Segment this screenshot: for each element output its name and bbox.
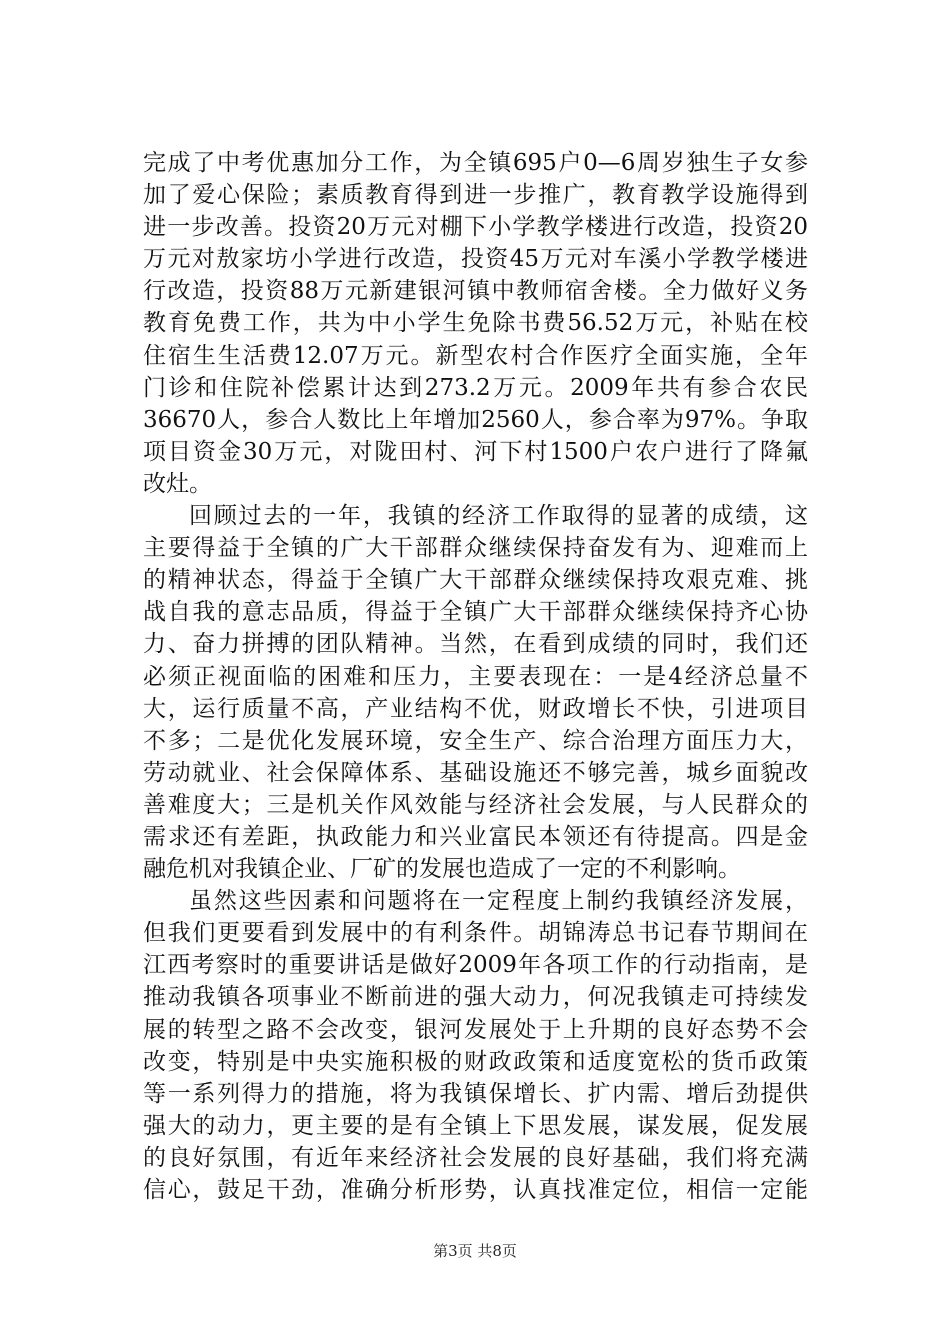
text-line: 劳动就业、社会保障体系、基础设施还不够完善，城乡面貌改: [143, 759, 808, 786]
text-line: 改灶。: [143, 470, 212, 497]
text-line: 强大的动力，更主要的是有全镇上下思发展，谋发展，促发展: [143, 1112, 808, 1139]
text-line: 行改造，投资88万元新建银河镇中教师宿舍楼。全力做好义务: [143, 278, 808, 305]
text-line: 推动我镇各项事业不断前进的强大动力，何况我镇走可持续发: [143, 984, 808, 1011]
text-line: 加了爱心保险；素质教育得到进一步推广，教育教学设施得到: [143, 182, 808, 209]
text-line: 等一系列得力的措施，将为我镇保增长、扩内需、增后劲提供: [143, 1080, 808, 1107]
text-line: 住宿生生活费12.07万元。新型农村合作医疗全面实施，全年: [143, 342, 808, 369]
text-line: 主要得益于全镇的广大干部群众继续保持奋发有为、迎难而上: [143, 535, 808, 562]
text-line: 不多；二是优化发展环境，安全生产、综合治理方面压力大，: [143, 727, 808, 754]
text-line: 万元对敖家坊小学进行改造，投资45万元对车溪小学教学楼进: [143, 246, 808, 273]
text-line: 项目资金30万元，对陇田村、河下村1500户农户进行了降氟: [143, 438, 808, 465]
text-line: 完成了中考优惠加分工作，为全镇695户0—6周岁独生子女参: [143, 150, 808, 176]
page-footer: 第3页 共8页: [433, 1242, 517, 1260]
text-line: 必须正视面临的困难和压力，主要表现在：一是4经济总量不: [143, 663, 808, 690]
text-line: 教育免费工作，共为中小学生免除书费56.52万元，补贴在校: [143, 310, 808, 337]
text-line: 善难度大；三是机关作风效能与经济社会发展，与人民群众的: [143, 791, 808, 818]
text-line: 江西考察时的重要讲话是做好2009年各项工作的行动指南，是: [143, 952, 808, 979]
text-line: 改变，特别是中央实施积极的财政政策和适度宽松的货币政策: [143, 1048, 808, 1075]
paragraph-first-line: 虽然这些因素和问题将在一定程度上制约我镇经济发展，: [189, 888, 808, 915]
text-line: 信心，鼓足干劲，准确分析形势，认真找准定位，相信一定能: [143, 1177, 808, 1203]
text-line: 的精神状态，得益于全镇广大干部群众继续保持攻艰克难、挑: [143, 567, 808, 594]
body-text: [143, 147, 808, 1206]
text-line: 展的转型之路不会改变，银河发展处于上升期的良好态势不会: [143, 1016, 808, 1043]
text-line: 大，运行质量不高，产业结构不优，财政增长不快，引进项目: [143, 695, 808, 722]
text-line: 的良好氛围，有近年来经济社会发展的良好基础，我们将充满: [143, 1144, 808, 1171]
text-line: 力、奋力拼搏的团队精神。当然，在看到成绩的同时，我们还: [143, 631, 808, 658]
text-line: 需求还有差距，执政能力和兴业富民本领还有待提高。四是金: [143, 823, 808, 850]
text-line: 进一步改善。投资20万元对棚下小学教学楼进行改造，投资20: [143, 214, 808, 241]
text-line: 门诊和住院补偿累计达到273.2万元。2009年共有参合农民: [143, 374, 808, 401]
text-line: 36670人，参合人数比上年增加2560人，参合率为97%。争取: [143, 406, 808, 433]
text-line: 融危机对我镇企业、厂矿的发展也造成了一定的不利影响。: [143, 856, 741, 883]
text-line: 但我们更要看到发展中的有利条件。胡锦涛总书记春节期间在: [143, 920, 808, 947]
text-line: 战自我的意志品质，得益于全镇广大干部群众继续保持齐心协: [143, 599, 808, 626]
paragraph-first-line: 回顾过去的一年，我镇的经济工作取得的显著的成绩，这: [189, 503, 808, 530]
